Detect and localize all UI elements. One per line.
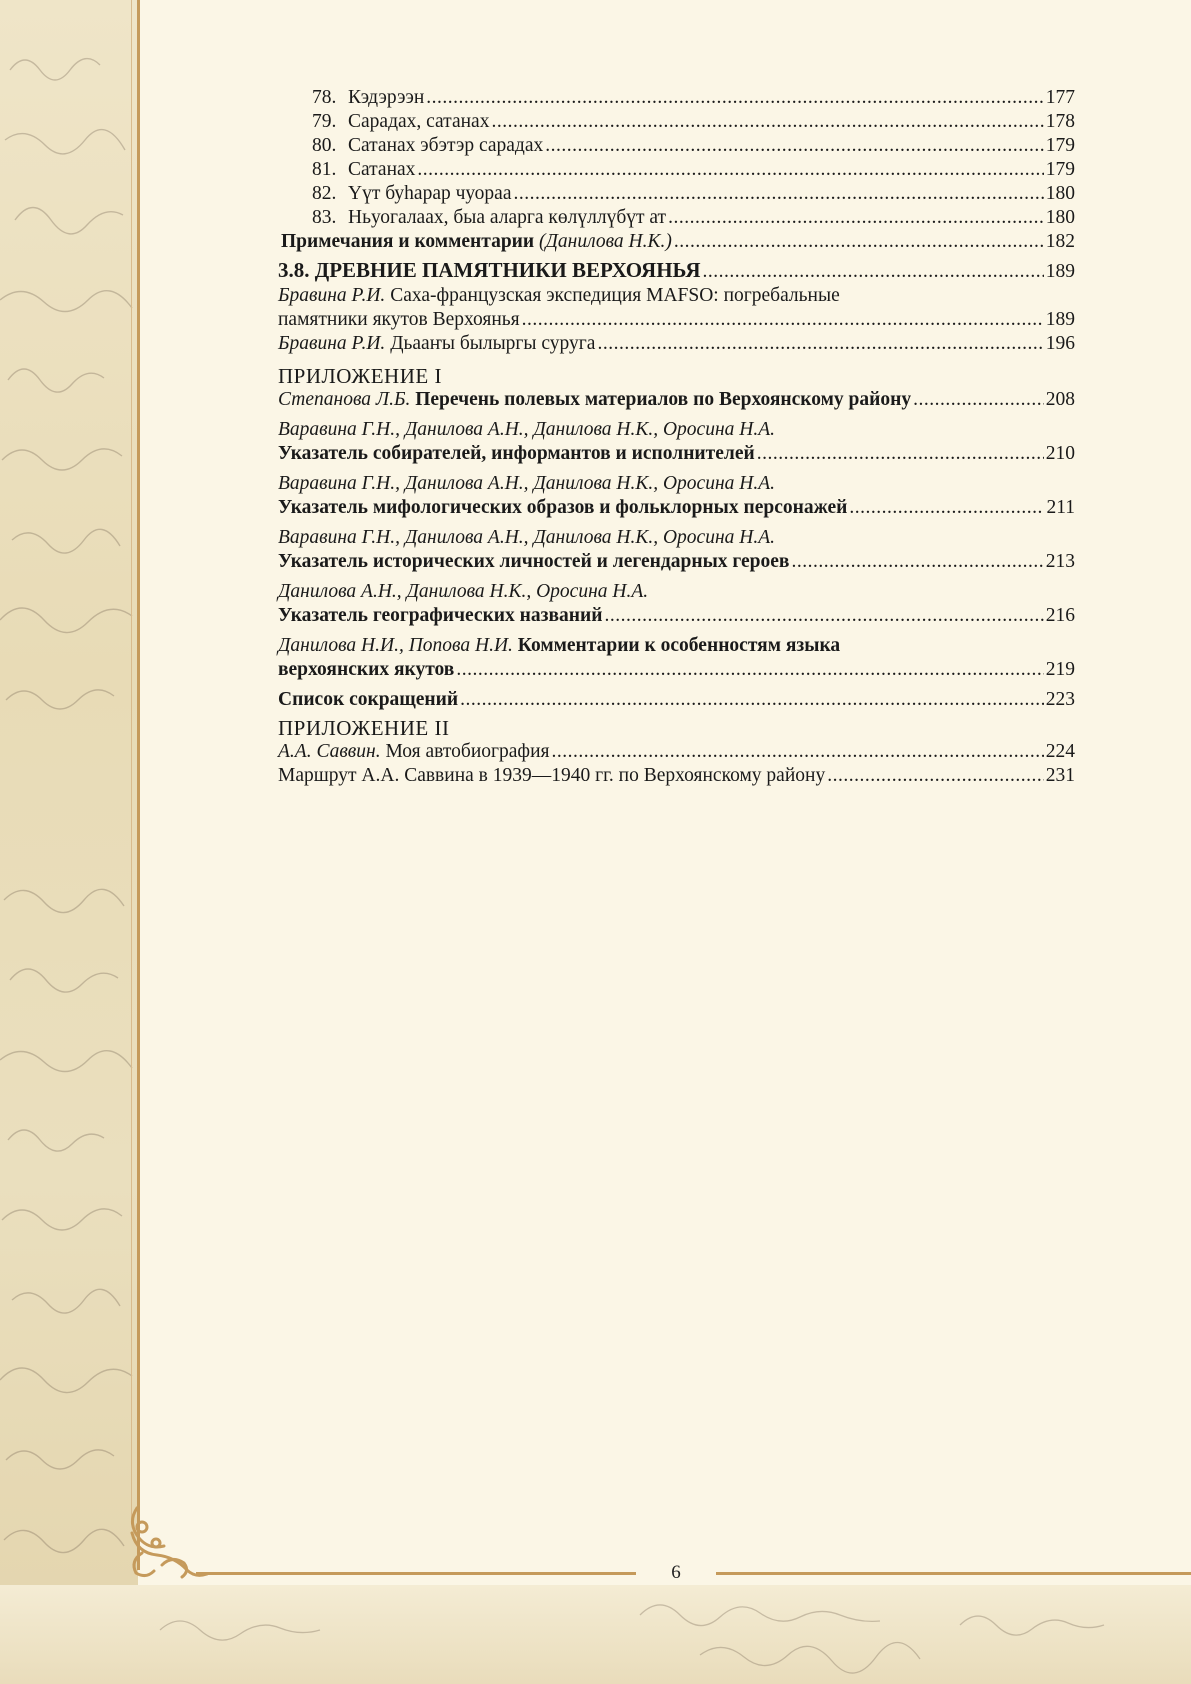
- toc-entry: [278, 110, 1075, 134]
- leader-dots: [551, 740, 1043, 764]
- frame-bottom-line-right: [716, 1572, 1191, 1575]
- toc-entry-bravina-line2: [278, 308, 1075, 332]
- entry-page: 177: [1045, 87, 1075, 108]
- toc-entry-bravina2: [278, 332, 1075, 356]
- entry-page: 231: [1045, 765, 1075, 786]
- entry-title: Перечень полевых материалов по Верхоянскому району: [415, 389, 912, 410]
- leader-dots: [417, 158, 1043, 182]
- entry-title-line1: Комментарии к особенностям языка: [517, 635, 841, 656]
- entry-number: 79.: [312, 111, 337, 132]
- leader-dots: [849, 496, 1044, 520]
- entry-title: Маршрут А.А. Саввина в 1939—1940 гг. по Верхоянскому району: [278, 765, 826, 786]
- leader-dots: [604, 604, 1043, 628]
- toc-entry: [278, 86, 1075, 110]
- toc-entry: [278, 134, 1075, 158]
- entry-title: Указатель географических названий: [278, 605, 603, 626]
- leader-dots: [827, 764, 1044, 788]
- leader-dots: [522, 308, 1044, 332]
- toc-entry-stepanova: [278, 388, 1075, 412]
- frame-inner-line: [131, 0, 132, 1520]
- entry-title: Указатель собирателей, информантов и исполнителей: [278, 443, 755, 464]
- entry-number: 82.: [312, 183, 337, 204]
- entry-author: Бравина Р.И.: [278, 285, 386, 306]
- entry-page: 178: [1045, 111, 1075, 132]
- entry-title: Моя автобиография: [385, 741, 550, 762]
- entry-page: 210: [1045, 443, 1075, 464]
- entry-number: 81.: [312, 159, 337, 180]
- entry-title: Ньуогалаах, быа аларга көлүллүбүт ат: [348, 207, 667, 228]
- leader-dots: [791, 550, 1043, 574]
- entry-title: Үүт буһарар чуораа: [348, 183, 512, 204]
- entry-page: 216: [1045, 605, 1075, 626]
- entry-title: Указатель исторических личностей и легендарных героев: [278, 551, 790, 572]
- leader-dots: [460, 688, 1044, 712]
- entry-page: 179: [1045, 135, 1075, 156]
- entry-author: А.А. Саввин.: [278, 741, 381, 762]
- entry-title: Список сокращений: [278, 689, 459, 710]
- section-title: 3.8. ДРЕВНИЕ ПАМЯТНИКИ ВЕРХОЯНЬЯ: [278, 258, 701, 282]
- leader-dots: [545, 134, 1044, 158]
- toc-entry-language-line1: [278, 634, 1075, 658]
- entry-authors: Варавина Г.Н., Данилова А.Н., Данилова Н.К., Оросина Н.А.: [278, 419, 775, 440]
- entry-page: 224: [1045, 741, 1075, 762]
- handwriting-texture: [0, 0, 138, 1684]
- entry-page: 189: [1045, 309, 1075, 330]
- toc-entry: [278, 182, 1075, 206]
- leader-dots: [597, 332, 1043, 356]
- entry-page: 182: [1045, 231, 1075, 252]
- toc-entry: [278, 206, 1075, 230]
- leader-dots: [491, 110, 1043, 134]
- entry-page: 219: [1045, 659, 1075, 680]
- handwriting-texture-bottom: [0, 1585, 1191, 1684]
- entry-title-line2: верхоянских якутов: [278, 659, 455, 680]
- entry-title: Сатанах эбэтэр сарадах: [348, 135, 544, 156]
- leader-dots: [702, 260, 1043, 284]
- entry-title-line2: памятники якутов Верхоянья: [278, 309, 520, 330]
- toc-entry-index2: [278, 496, 1075, 520]
- entry-authors: Варавина Г.Н., Данилова А.Н., Данилова Н.К., Оросина Н.А.: [278, 473, 775, 494]
- entry-number: 80.: [312, 135, 337, 156]
- toc-entry-bravina-line1: [278, 284, 1075, 308]
- handwritten-background-bottom: [0, 1585, 1191, 1684]
- entry-number: 78.: [312, 87, 337, 108]
- leader-dots: [757, 442, 1044, 466]
- entry-page: 189: [1045, 261, 1075, 282]
- toc-entry-abbreviations: [278, 688, 1075, 712]
- corner-ornament-icon: [122, 1503, 212, 1583]
- frame-bottom-line-left: [196, 1572, 636, 1575]
- entry-page: 213: [1045, 551, 1075, 572]
- handwritten-background-left: [0, 0, 138, 1684]
- toc-section-heading: [278, 258, 1075, 284]
- leader-dots: [674, 230, 1044, 254]
- entry-title: Сарадах, сатанах: [348, 111, 490, 132]
- entry-page: 223: [1045, 689, 1075, 710]
- toc-entry-savvin: [278, 740, 1075, 764]
- entry-author: Бравина Р.И.: [278, 333, 386, 354]
- entry-page: 179: [1045, 159, 1075, 180]
- entry-author: Степанова Л.Б.: [278, 389, 411, 410]
- toc-entry: [278, 158, 1075, 182]
- entry-number: 83.: [312, 207, 337, 228]
- toc-entry-index1: [278, 442, 1075, 466]
- frame-vertical-line: [137, 0, 140, 1570]
- entry-title: Указатель мифологических образов и фольклорных персонажей: [278, 497, 848, 518]
- entry-title: Дьааҥы былыргы суруга: [390, 333, 596, 354]
- entry-title: Кэдэрээн: [348, 87, 425, 108]
- leader-dots: [668, 206, 1044, 230]
- toc-entry-index3: [278, 550, 1075, 574]
- entry-authors: Варавина Г.Н., Данилова А.Н., Данилова Н.К., Оросина Н.А.: [278, 527, 775, 548]
- toc-entry-notes: [278, 230, 1075, 254]
- entry-title-line1: Саха-французская экспедиция MAFSO: погребальные: [390, 285, 840, 306]
- entry-title: Сатанах: [348, 159, 416, 180]
- entry-page: 180: [1045, 207, 1075, 228]
- toc-entry-index4: [278, 604, 1075, 628]
- appendix-1-heading: ПРИЛОЖЕНИЕ I: [278, 364, 442, 388]
- entry-authors: Данилова А.Н., Данилова Н.К., Оросина Н.А.: [278, 581, 649, 602]
- leader-dots: [426, 86, 1043, 110]
- entry-page: 211: [1046, 497, 1075, 518]
- toc-entry-language-line2: [278, 658, 1075, 682]
- leader-dots: [456, 658, 1043, 682]
- page-number: 6: [671, 1562, 681, 1583]
- notes-title: Примечания и комментарии: [281, 231, 535, 252]
- toc-entry-route: [278, 764, 1075, 788]
- notes-author: (Данилова Н.К.): [539, 231, 672, 252]
- entry-page: 196: [1045, 333, 1075, 354]
- leader-dots: [913, 388, 1044, 412]
- leader-dots: [513, 182, 1043, 206]
- entry-page: 180: [1045, 183, 1075, 204]
- entry-page: 208: [1045, 389, 1075, 410]
- appendix-2-heading: ПРИЛОЖЕНИЕ II: [278, 716, 450, 740]
- entry-authors: Данилова Н.И., Попова Н.И.: [278, 635, 513, 656]
- table-of-contents: [278, 86, 1075, 788]
